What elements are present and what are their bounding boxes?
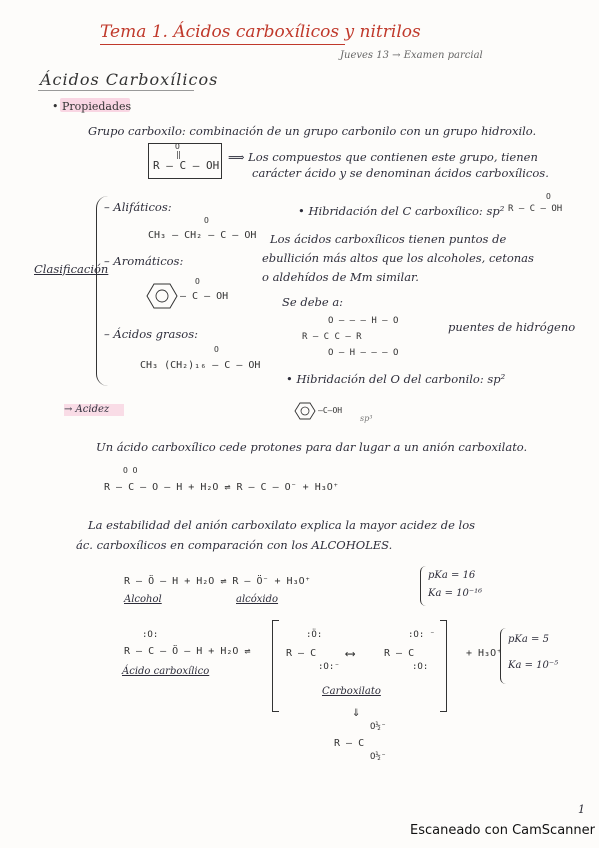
sp3-label: sp³	[360, 414, 373, 423]
benzene-small-icon	[294, 402, 316, 420]
acid-pka: pKa = 5	[508, 634, 549, 645]
resonance-left: R – C	[286, 648, 317, 659]
hybrid-o-top: O½⁻	[370, 722, 387, 732]
alcohol-label: Alcohol	[124, 594, 162, 605]
aromatic-label: – Aromáticos:	[104, 254, 184, 268]
exam-note: Jueves 13 → Examen parcial	[340, 50, 483, 61]
hbond-label: puentes de hidrógeno	[448, 320, 576, 334]
aliphatic-formula: CH₃ – CH₂ – C – OH	[148, 230, 257, 241]
properties-text: Propiedades	[62, 100, 132, 113]
acid-dissociation-reaction: R – C – O – H + H₂O ⇌ R – C – O⁻ + H₃O⁺	[104, 482, 339, 493]
sp3-benzoic-formula: –C–OH	[318, 406, 343, 415]
hybrid-o-bottom: O½⁻	[370, 752, 387, 762]
resonance-right-o-bottom: :O:	[412, 662, 429, 672]
hybridization-carbon: • Hibridación del C carboxílico: sp²	[298, 204, 505, 218]
carboxyl-formula-double: ‖	[176, 150, 181, 159]
acid-label: Ácido carboxílico	[122, 666, 210, 677]
resonance-bracket-left	[272, 620, 279, 712]
alkoxide-label: alcóxido	[236, 594, 279, 605]
page-number: 1	[578, 803, 585, 816]
aromatic-formula: – C – OH	[180, 291, 229, 302]
carboxyl-formula-o: O	[175, 142, 180, 151]
alcohol-pka: pKa = 16	[428, 570, 476, 581]
stability-line-1: La estabilidad del anión carboxilato explica la mayor acidez de los	[88, 518, 476, 532]
fatty-label: – Ácidos grasos:	[104, 327, 198, 341]
aliphatic-label: – Alifáticos:	[104, 200, 172, 214]
carboxyl-intro: Grupo carboxilo: combinación de un grupo carbonilo con un grupo hidroxilo.	[88, 124, 537, 138]
resonance-arrow: ⟷	[346, 646, 355, 662]
stability-line-2: ác. carboxílicos en comparación con los ALCOHOLES.	[76, 538, 393, 552]
fatty-formula: CH₃ (CH₂)₁₆ – C – OH	[140, 360, 261, 371]
boiling-line-2: ebullición más altos que los alcoholes, cetonas	[262, 251, 534, 265]
hybridization-oxygen: • Hibridación del O del carbonilo: sp²	[286, 372, 506, 386]
section-heading: Ácidos Carboxílicos	[40, 70, 219, 89]
acidity-intro: Un ácido carboxílico cede protones para dar lugar a un anión carboxilato.	[96, 440, 528, 454]
reaction-top: O O	[123, 466, 138, 475]
acid-reaction-top: :O:	[142, 630, 159, 640]
acid-reaction: R – C – Ö – H + H₂O ⇌	[124, 646, 251, 657]
carboxyl-formula: R – C – OH	[153, 159, 220, 172]
dimer-middle: R – C C – R	[302, 332, 362, 342]
hybridization-formula: R – C – OH	[508, 204, 563, 214]
hydronium: + H₃O⁺	[466, 648, 503, 659]
acidity-label: → Acidez	[64, 404, 110, 415]
scanner-watermark: Escaneado con CamScanner	[409, 823, 595, 838]
alcohol-ka: Ka = 10⁻¹⁶	[428, 588, 483, 599]
hybrid-formula: R – C	[334, 738, 365, 749]
aromatic-formula-o: O	[195, 277, 200, 286]
resonance-left-o-top: :Ö:	[306, 630, 323, 640]
dimer-bottom: O – H – – – O	[328, 348, 399, 358]
properties-label: • Propiedades	[52, 100, 132, 113]
dimer-top: O – – – H – O	[328, 316, 399, 326]
fatty-formula-o: O	[214, 345, 219, 354]
classification-label: Clasificación	[34, 262, 109, 276]
title-underline	[100, 44, 345, 45]
carboxylate-label: Carboxilato	[322, 686, 381, 697]
resonance-left-o-bottom: :O:⁻	[318, 662, 340, 672]
benzene-ring-icon	[146, 283, 178, 309]
heading-underline	[38, 90, 194, 91]
resonance-right-o-top: :O: ⁻	[408, 630, 436, 640]
boiling-cause: Se debe a:	[282, 295, 344, 309]
hybrid-arrow: ⇓	[352, 704, 361, 720]
aliphatic-formula-o: O	[204, 216, 209, 225]
boiling-line-1: Los ácidos carboxílicos tienen puntos de	[270, 232, 507, 246]
alcohol-reaction: R – Ö – H + H₂O ⇌ R – Ö⁻ + H₃O⁺	[124, 576, 311, 587]
acid-ka: Ka = 10⁻⁵	[508, 660, 559, 671]
resonance-bracket-right	[440, 620, 447, 712]
resonance-right: R – C	[384, 648, 415, 659]
consequence-line-2: carácter ácido y se denominan ácidos carboxílicos.	[252, 166, 549, 180]
classification-brace	[96, 196, 109, 386]
page-title: Tema 1. Ácidos carboxílicos y nitrilos	[100, 22, 421, 42]
consequence-line-1: ⟹ Los compuestos que contienen este grupo, tienen	[228, 150, 538, 164]
hybridization-formula-o: O	[546, 192, 551, 201]
boiling-line-3: o aldehídos de Mm similar.	[262, 270, 419, 284]
